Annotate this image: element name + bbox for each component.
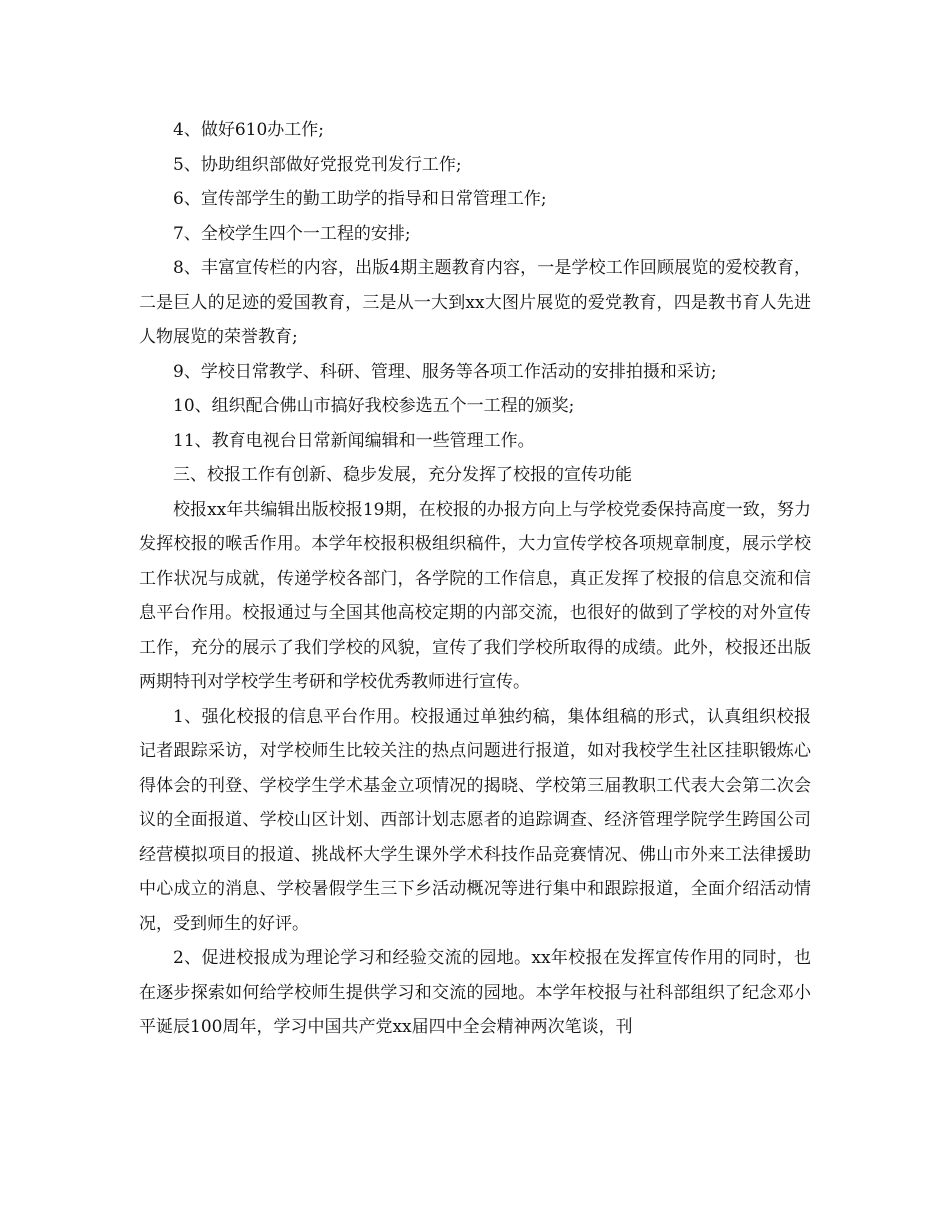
list-item-10: 10、组织配合佛山市搞好我校参选五个一工程的颁奖; bbox=[173, 396, 575, 416]
list-item-9: 9、学校日常教学、科研、管理、服务等各项工作活动的安排拍摄和采访; bbox=[173, 361, 717, 382]
section-heading: 三、校报工作有创新、稳步发展，充分发挥了校报的宣传功能 bbox=[173, 465, 632, 485]
document-body bbox=[139, 113, 811, 1045]
body-paragraph: 2、促进校报成为理论学习和经验交流的园地。xx年校报在发挥宣传作用的同时，也在逐步探索如何给学校师生提供学习和交流的园地。本学年校报与社科部组织了纪念邓小平诞辰100周年，学习中国共产党xx届四中全会精神两次笔谈，刊 bbox=[139, 948, 811, 1037]
list-item-6: 6、宣传部学生的勤工助学的指导和日常管理工作; bbox=[173, 189, 547, 209]
list-item-5: 5、协助组织部做好党报党刊发行工作; bbox=[173, 154, 462, 175]
list-item-11: 11、教育电视台日常新闻编辑和一些管理工作。 bbox=[173, 430, 535, 451]
body-paragraph: 1、强化校报的信息平台作用。校报通过单独约稿，集体组稿的形式，认真组织校报记者跟踪采访，对学校师生比较关注的热点问题进行报道，如对我校学生社区挂职锻炼心得体会的刊登、学校学生学术基金立项情况的揭晓、学校第三届教职工代表大会第二次会议的全面报道、学校山区计划、西部计划志愿者的追踪调查、经济管理学院学生跨国公司经营模拟项目的报道、挑战杯大学生课外学术科技作品竞赛情况、佛山市外来工法律援助中心成立的消息、学校暑假学生三下乡活动概况等进行集中和跟踪报道，全面介绍活动情况，受到师生的好评。 bbox=[139, 706, 811, 934]
list-item-4: 4、做好610办工作; bbox=[173, 120, 324, 140]
body-paragraph: 校报xx年共编辑出版校报19期，在校报的办报方向上与学校党委保持高度一致，努力发挥校报的喉舌作用。本学年校报积极组织稿件，大力宣传学校各项规章制度，展示学校工作状况与成就，传递学校各部门，各学院的工作信息，真正发挥了校报的信息交流和信息平台作用。校报通过与全国其他高校定期的内部交流，也很好的做到了学校的对外宣传工作，充分的展示了我们学校的风貌，宣传了我们学校所取得的成绩。此外，校报还出版两期特刊对学校学生考研和学校优秀教师进行宣传。 bbox=[139, 499, 811, 692]
list-item-8: 8、丰富宣传栏的内容，出版4期主题教育内容，一是学校工作回顾展览的爱校教育，二是巨人的足迹的爱国教育，三是从一大到xx大图片展览的爱党教育，四是教书育人先进人物展览的荣誉教育; bbox=[139, 258, 811, 347]
list-item-7: 7、全校学生四个一工程的安排; bbox=[173, 223, 411, 244]
